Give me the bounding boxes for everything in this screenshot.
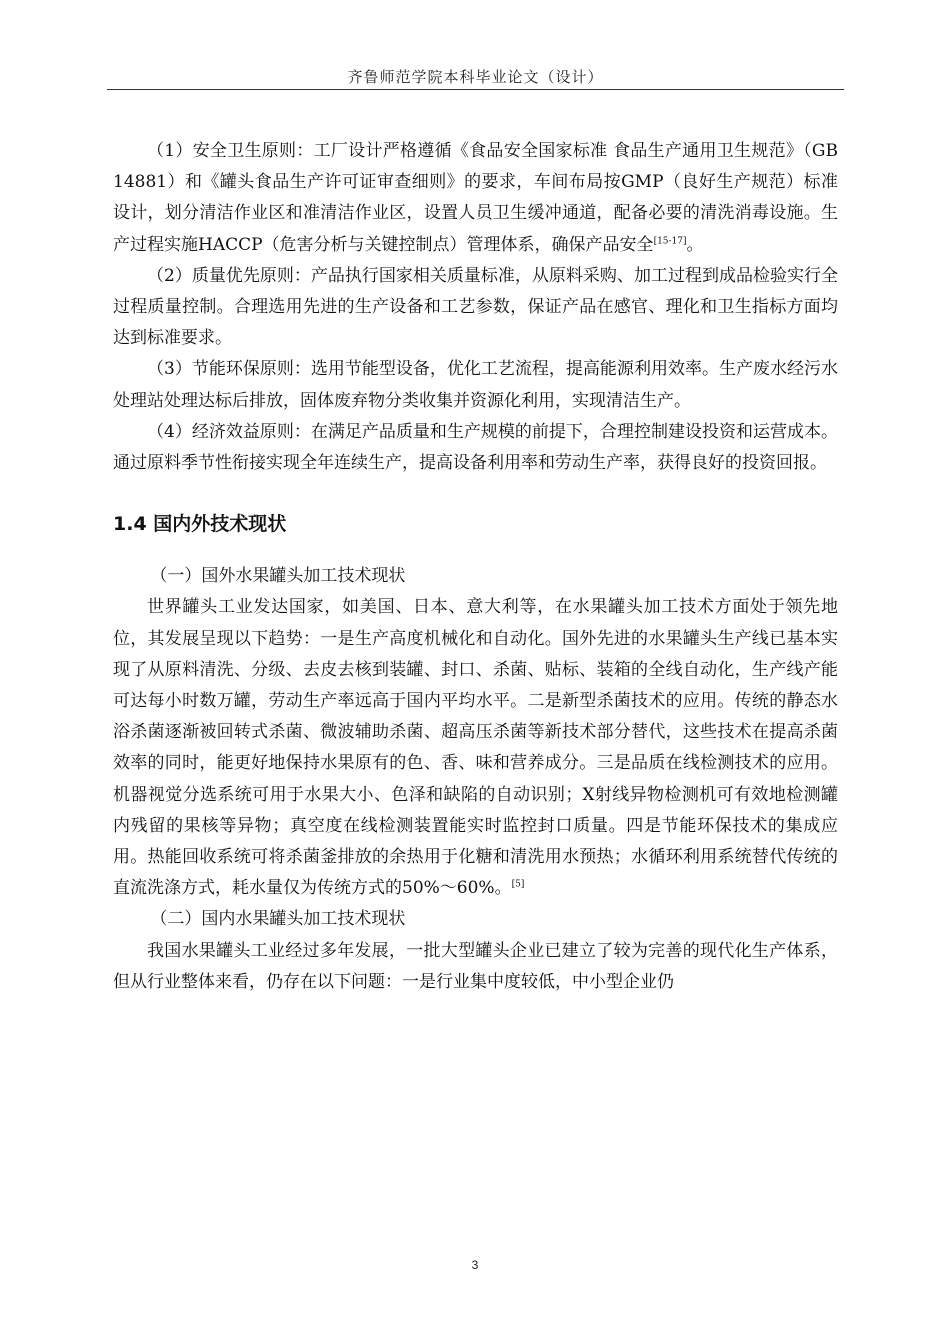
page-number: 3 [471, 1258, 479, 1272]
citation-ref: [5] [511, 879, 525, 890]
section-heading: 1.4 国内外技术现状 [113, 513, 287, 536]
paragraph-text: 世界罐头工业发达国家，如美国、日本、意大利等，在水果罐头加工技术方面处于领先地位，其发展呈现以下趋势：一是生产高度机械化和自动化。国外先进的水果罐头生产线已基本实现了从原料清洗、分级、去皮去核到装罐、封口、杀菌、贴标、装箱的全线自动化，生产线产能可达每小时数万罐，劳动生产率远高于国内平均水平。二是新型杀菌技术的应用。传统的静态水浴杀菌逐渐被回转式杀菌、微波辅助杀菌、超高压杀菌等新技术部分替代，这些技术在提高杀菌效率的同时，能更好地保持水果原有的色、香、味和营养成分。三是品质在线检测技术的应用。机器视觉分选系统可用于水果大小、色泽和缺陷的自动识别；X射线异物检测机可有效地检测罐内残留的果核等异物；真空度在线检测装置能实时监控封口质量。四是节能环保技术的集成应用。热能回收系统可将杀菌釜排放的余热用于化糖和清洗用水预热；水循环利用系统替代传统的直流洗涤方式，耗水量仅为传统方式的50%～60%。 [113, 597, 838, 899]
citation-ref: [15-17] [653, 235, 687, 246]
page-body [113, 136, 838, 998]
paragraph-domestic-tech: 我国水果罐头工业经过多年发展，一批大型罐头企业已建立了较为完善的现代化生产体系，但从行业整体来看，仍存在以下问题：一是行业集中度较低，中小型企业仍 [113, 940, 838, 992]
paragraph-text: （1）安全卫生原则：工厂设计严格遵循《食品安全国家标准 食品生产通用卫生规范》（GB 14881）和《罐头食品生产许可证审查细则》的要求，车间布局按GMP（良好生产规范）标准设计，划分清洁作业区和准清洁作业区，设置人员卫生缓冲通道，配备必要的清洗消毒设施。生产过程实施HACCP（危害分析与关键控制点）管理体系，确保产品安全 [113, 141, 838, 255]
header-rule [107, 89, 844, 90]
paragraph-quality-first: （2）质量优先原则：产品执行国家相关质量标准，从原料采购、加工过程到成品检验实行全过程质量控制。合理选用先进的生产设备和工艺参数，保证产品在感官、理化和卫生指标方面均达到标准要求。 [113, 265, 838, 349]
paragraph-safety-hygiene [113, 136, 838, 261]
subsection-heading-domestic: （二）国内水果罐头加工技术现状 [150, 909, 406, 930]
paragraph-economic-benefit: （4）经济效益原则：在满足产品质量和生产规模的前提下，合理控制建设投资和运营成本。通过原料季节性衔接实现全年连续生产，提高设备利用率和劳动生产率，获得良好的投资回报。 [113, 421, 838, 474]
paragraph-foreign-tech [113, 592, 838, 904]
running-header: 齐鲁师范学院本科毕业论文（设计） [347, 68, 604, 86]
paragraph-energy-saving: （3）节能环保原则：选用节能型设备，优化工艺流程，提高能源利用效率。生产废水经污水处理站处理达标后排放，固体废弃物分类收集并资源化利用，实现清洁生产。 [113, 359, 838, 411]
subsection-heading-foreign: （一）国外水果罐头加工技术现状 [150, 566, 406, 587]
paragraph-end: 。 [686, 234, 704, 255]
